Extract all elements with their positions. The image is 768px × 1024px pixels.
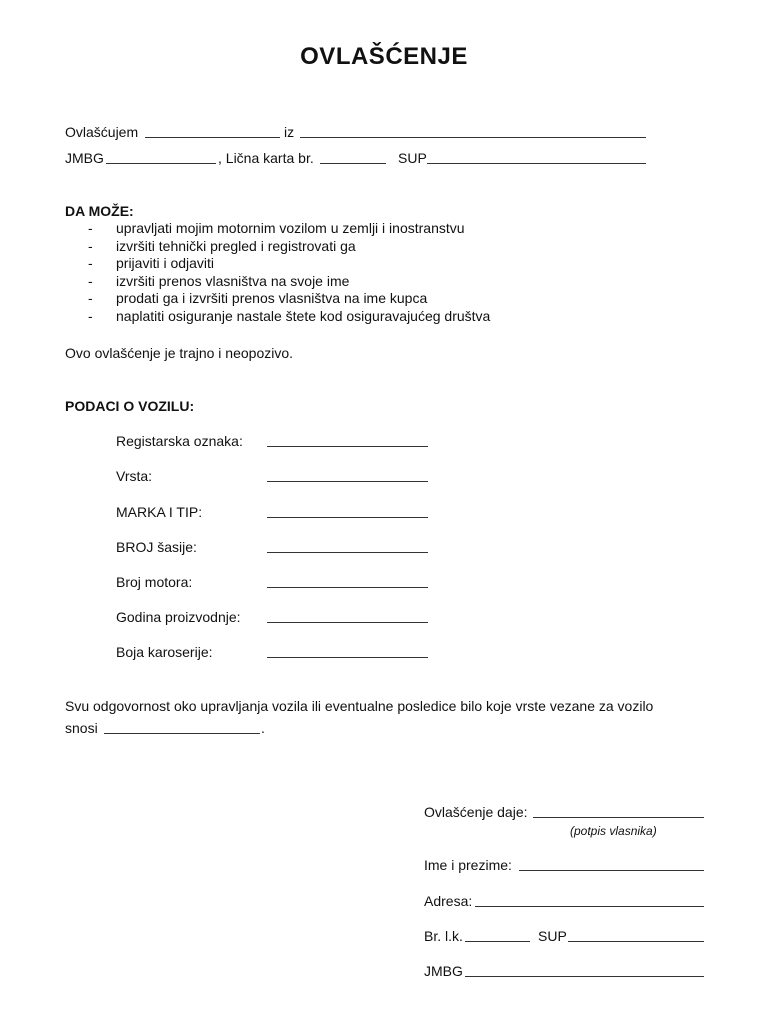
list-item: - izvršiti prenos vlasništva na svoje ime (88, 272, 350, 289)
from-label: iz (284, 124, 295, 140)
owner-signature-line[interactable] (533, 817, 704, 818)
vehicle-field-label: Registarska oznaka: (116, 433, 243, 449)
signature-jmbg-line[interactable] (465, 976, 704, 977)
jmbg-line[interactable] (106, 163, 216, 164)
engine-number-line[interactable] (267, 587, 428, 588)
vehicle-field-label: Vrsta: (116, 468, 153, 484)
list-item: - upravljati mojim motornim vozilom u zemlji i inostranstvu (88, 220, 465, 236)
id-card-label: , Lična karta br. (218, 150, 314, 166)
list-item: - prijaviti i odjaviti (88, 255, 215, 272)
sup-line[interactable] (427, 163, 646, 164)
list-item: - prodati ga i izvršiti prenos vlasništva na ime kupca (88, 290, 428, 307)
vehicle-heading: PODACI O VOZILU: (65, 398, 195, 414)
id-number-line[interactable] (465, 941, 530, 942)
chassis-number-line[interactable] (267, 552, 428, 553)
given-by-label: Ovlašćenje daje: (424, 804, 528, 820)
signature-jmbg-label: JMBG (424, 963, 463, 979)
registration-line[interactable] (267, 446, 428, 447)
permissions-heading: DA MOŽE: (65, 203, 134, 219)
vehicle-field-label: Boja karoserije: (116, 644, 213, 660)
body-color-line[interactable] (267, 657, 428, 658)
signature-sup-label: SUP (538, 928, 567, 944)
vehicle-field-label: Broj motora: (116, 574, 193, 590)
make-model-line[interactable] (267, 517, 428, 518)
production-year-line[interactable] (267, 622, 428, 623)
bearer-label: snosi (65, 720, 98, 736)
signature-sup-line[interactable] (568, 941, 704, 942)
responsibility-text: Svu odgovornost oko upravljanja vozila ili eventualne posledice bilo koje vrste vezane za vozilo (65, 698, 654, 714)
id-card-line[interactable] (320, 163, 386, 164)
vehicle-field-label: Godina proizvodnje: (116, 609, 241, 625)
bearer-line[interactable] (104, 733, 260, 734)
document-title: OVLAŠĆENJE (300, 43, 468, 70)
address-line[interactable] (475, 906, 704, 907)
authorize-name-line[interactable] (145, 137, 280, 138)
name-label: Ime i prezime: (424, 857, 512, 873)
authorize-label: Ovlašćujem (65, 124, 139, 140)
owner-signature-note: (potpis vlasnika) (570, 824, 657, 838)
from-place-line[interactable] (300, 137, 646, 138)
name-line[interactable] (519, 870, 704, 871)
permanence-note: Ovo ovlašćenje je trajno i neopozivo. (65, 345, 294, 361)
vehicle-field-label: MARKA I TIP: (116, 504, 203, 520)
vehicle-field-label: BROJ šasije: (116, 539, 197, 555)
permissions-list (88, 220, 490, 326)
jmbg-label: JMBG (65, 150, 104, 166)
bearer-period: . (261, 720, 265, 736)
address-label: Adresa: (424, 893, 473, 909)
list-item: - naplatiti osiguranje nastale štete kod osiguravajućeg društva (88, 307, 491, 324)
sup-label: SUP (398, 150, 427, 166)
list-item: - izvršiti tehnički pregled i registrovati ga (88, 237, 356, 254)
id-number-label: Br. l.k. (424, 928, 463, 944)
type-line[interactable] (267, 481, 428, 482)
